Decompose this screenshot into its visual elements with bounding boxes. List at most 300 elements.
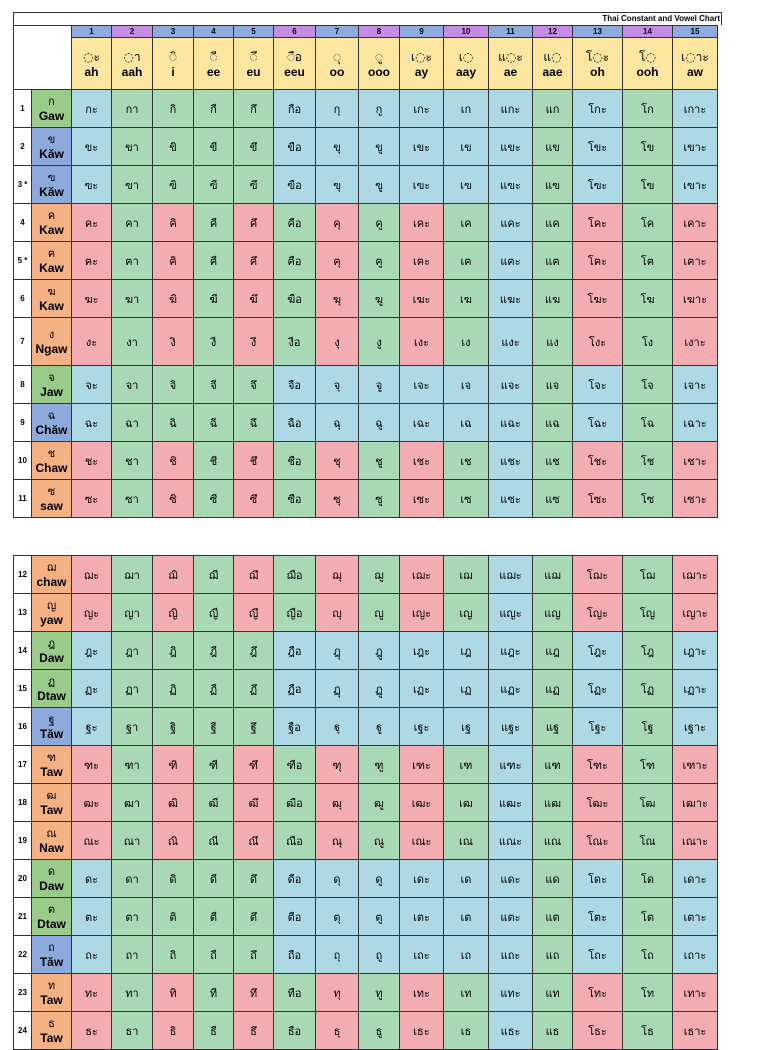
syllable-cell: ฅี <box>194 242 234 280</box>
syllable-cell: แฆะ <box>489 280 533 318</box>
syllable-cell: แธ <box>533 1012 573 1050</box>
consonant-name: yaw <box>40 612 63 627</box>
syllable-cell: ชือ <box>274 442 316 480</box>
column-number: 12 <box>533 26 573 38</box>
syllable-cell: ฆึ <box>234 280 274 318</box>
column-number: 2 <box>112 26 153 38</box>
syllable-cell: ธือ <box>274 1012 316 1050</box>
syllable-cell: จี <box>194 366 234 404</box>
column-number: 14 <box>623 26 673 38</box>
syllable-cell: เงะ <box>400 318 444 366</box>
syllable-cell: แฑ <box>533 746 573 784</box>
syllable-cell: ธะ <box>72 1012 112 1050</box>
consonant-header <box>32 480 72 518</box>
syllable-cell: แฑะ <box>489 746 533 784</box>
consonant-symbol: จ <box>48 370 55 384</box>
syllable-cell: เก <box>444 90 489 128</box>
syllable-cell: คี <box>194 204 234 242</box>
syllable-cell: ญู <box>359 594 400 632</box>
consonant-row <box>14 974 718 1012</box>
syllable-cell: เถะ <box>400 936 444 974</box>
syllable-cell: โธ <box>623 1012 673 1050</box>
syllable-cell: คือ <box>274 204 316 242</box>
consonant-symbol: ถ <box>48 940 55 954</box>
syllable-cell: ดือ <box>274 860 316 898</box>
syllable-cell: ฉิ <box>153 404 194 442</box>
syllable-cell: ฅา <box>112 242 153 280</box>
syllable-cell: งุ <box>316 318 359 366</box>
consonant-header <box>32 556 72 594</box>
syllable-cell: ฌึ <box>234 556 274 594</box>
syllable-cell: โซ <box>623 480 673 518</box>
syllable-cell: ฒู <box>359 784 400 822</box>
syllable-cell: โฅ <box>623 242 673 280</box>
syllable-cell: ฃุ <box>316 166 359 204</box>
syllable-cell: ฏือ <box>274 670 316 708</box>
syllable-cell: โข <box>623 128 673 166</box>
consonant-symbol: ฎ <box>47 636 56 650</box>
syllable-cell: ซือ <box>274 480 316 518</box>
syllable-cell: เถาะ <box>673 936 718 974</box>
syllable-cell: ฒิ <box>153 784 194 822</box>
syllable-cell: เญ <box>444 594 489 632</box>
consonant-row <box>14 746 718 784</box>
syllable-cell: แด <box>533 860 573 898</box>
consonant-header <box>32 242 72 280</box>
syllable-cell: ฅุ <box>316 242 359 280</box>
consonant-header <box>32 204 72 242</box>
vowel-symbol: ◌ู <box>375 49 383 64</box>
syllable-cell: โชะ <box>573 442 623 480</box>
syllable-cell: เฌะ <box>400 556 444 594</box>
syllable-cell: เฆะ <box>400 280 444 318</box>
syllable-cell: ฏะ <box>72 670 112 708</box>
syllable-cell: โฐะ <box>573 708 623 746</box>
syllable-cell: แฒะ <box>489 784 533 822</box>
syllable-cell: ชี <box>194 442 234 480</box>
consonant-header <box>32 280 72 318</box>
syllable-cell: ดิ <box>153 860 194 898</box>
syllable-cell: แตะ <box>489 898 533 936</box>
row-number: 1 <box>14 90 32 128</box>
syllable-cell: ขู <box>359 128 400 166</box>
syllable-cell: ฃี <box>194 166 234 204</box>
syllable-cell: คิ <box>153 204 194 242</box>
syllable-cell: โถ <box>623 936 673 974</box>
syllable-cell: ฎุ <box>316 632 359 670</box>
syllable-cell: แณ <box>533 822 573 860</box>
syllable-cell: ฌิ <box>153 556 194 594</box>
syllable-cell: ฏี <box>194 670 234 708</box>
syllable-cell: ฅู <box>359 242 400 280</box>
row-number: 9 <box>14 404 32 442</box>
syllable-cell: ณา <box>112 822 153 860</box>
syllable-cell: ฑู <box>359 746 400 784</box>
consonant-symbol: ฌ <box>46 560 57 574</box>
syllable-cell: เตาะ <box>673 898 718 936</box>
syllable-cell: ตะ <box>72 898 112 936</box>
consonant-row <box>14 860 718 898</box>
vowel-header <box>400 38 444 90</box>
row-number: 22 <box>14 936 32 974</box>
syllable-cell: ฉา <box>112 404 153 442</box>
consonant-symbol: ง <box>48 327 55 341</box>
consonant-symbol: ท <box>47 978 56 992</box>
consonant-row <box>14 936 718 974</box>
syllable-cell: คา <box>112 204 153 242</box>
syllable-cell: ตู <box>359 898 400 936</box>
consonant-name: Jaw <box>40 384 63 399</box>
syllable-cell: ชา <box>112 442 153 480</box>
syllable-cell: ฑึ <box>234 746 274 784</box>
syllable-cell: ฆือ <box>274 280 316 318</box>
syllable-cell: คู <box>359 204 400 242</box>
consonant-header <box>32 166 72 204</box>
syllable-cell: เตะ <box>400 898 444 936</box>
syllable-cell: แก <box>533 90 573 128</box>
syllable-cell: ฒุ <box>316 784 359 822</box>
syllable-cell: โซะ <box>573 480 623 518</box>
syllable-cell: กา <box>112 90 153 128</box>
syllable-cell: แถะ <box>489 936 533 974</box>
syllable-cell: โฐ <box>623 708 673 746</box>
syllable-cell: โญะ <box>573 594 623 632</box>
vowel-name: aw <box>686 64 703 79</box>
syllable-cell: เฐ <box>444 708 489 746</box>
syllable-cell: แดะ <box>489 860 533 898</box>
consonant-name: Tăw <box>39 954 64 969</box>
consonant-header <box>32 898 72 936</box>
vowel-header <box>533 38 573 90</box>
consonant-header <box>32 670 72 708</box>
vowel-name: ooh <box>636 64 659 79</box>
syllable-cell: ฆุ <box>316 280 359 318</box>
consonant-name: Chăw <box>35 422 68 437</box>
syllable-cell: แฉ <box>533 404 573 442</box>
row-number: 12 <box>14 556 32 594</box>
syllable-cell: แฐ <box>533 708 573 746</box>
syllable-cell: ถึ <box>234 936 274 974</box>
consonant-name: Taw <box>40 1030 63 1045</box>
syllable-cell: แธะ <box>489 1012 533 1050</box>
consonant-name: Kăw <box>39 146 64 161</box>
syllable-cell: โท <box>623 974 673 1012</box>
syllable-cell: ฑา <box>112 746 153 784</box>
syllable-cell: ฑะ <box>72 746 112 784</box>
consonant-symbol: ฐ <box>48 712 55 726</box>
syllable-cell: เดาะ <box>673 860 718 898</box>
syllable-cell: ตือ <box>274 898 316 936</box>
consonant-header <box>32 632 72 670</box>
syllable-cell: ตึ <box>234 898 274 936</box>
consonant-row <box>14 670 718 708</box>
syllable-cell: เธ <box>444 1012 489 1050</box>
syllable-cell: ขิ <box>153 128 194 166</box>
syllable-cell: แถ <box>533 936 573 974</box>
consonant-header <box>32 366 72 404</box>
syllable-cell: ชึ <box>234 442 274 480</box>
vowel-symbol: เ◌าะ <box>681 49 709 64</box>
corner-cell <box>14 26 72 90</box>
vowel-symbol: ◌า <box>123 49 141 64</box>
syllable-cell: ฌี <box>194 556 234 594</box>
syllable-cell: แค <box>533 204 573 242</box>
consonant-symbol: ก <box>48 94 55 108</box>
vowel-header <box>316 38 359 90</box>
syllable-cell: โฏะ <box>573 670 623 708</box>
consonant-header <box>32 974 72 1012</box>
vowel-name: ay <box>414 64 429 79</box>
syllable-cell: ฑี <box>194 746 234 784</box>
syllable-cell: เฎ <box>444 632 489 670</box>
syllable-cell: ทิ <box>153 974 194 1012</box>
syllable-cell: แคะ <box>489 204 533 242</box>
syllable-cell: ถิ <box>153 936 194 974</box>
syllable-cell: เฑ <box>444 746 489 784</box>
syllable-cell: ญือ <box>274 594 316 632</box>
syllable-cell: กู <box>359 90 400 128</box>
syllable-cell: ที <box>194 974 234 1012</box>
vowel-name: eu <box>246 64 261 79</box>
consonant-symbol: ธ <box>48 1016 55 1030</box>
vowel-symbol: ◌ะ <box>83 49 100 64</box>
syllable-cell: งี <box>194 318 234 366</box>
vowel-symbol: แ◌ <box>543 49 562 64</box>
column-number: 7 <box>316 26 359 38</box>
syllable-cell: ชะ <box>72 442 112 480</box>
syllable-cell: เชาะ <box>673 442 718 480</box>
column-number: 3 <box>153 26 194 38</box>
syllable-cell: โงะ <box>573 318 623 366</box>
syllable-cell: เช <box>444 442 489 480</box>
syllable-cell: โทะ <box>573 974 623 1012</box>
syllable-cell: แฉะ <box>489 404 533 442</box>
syllable-cell: ฎู <box>359 632 400 670</box>
column-number: 5 <box>234 26 274 38</box>
syllable-cell: ณะ <box>72 822 112 860</box>
syllable-cell: ญะ <box>72 594 112 632</box>
syllable-cell: เฉ <box>444 404 489 442</box>
consonant-name: Taw <box>40 992 63 1007</box>
syllable-cell: ฒะ <box>72 784 112 822</box>
syllable-cell: แกะ <box>489 90 533 128</box>
syllable-cell: เณ <box>444 822 489 860</box>
syllable-cell: ขี <box>194 128 234 166</box>
syllable-cell: งะ <box>72 318 112 366</box>
syllable-cell: เชะ <box>400 442 444 480</box>
syllable-cell: ณือ <box>274 822 316 860</box>
syllable-cell: ซิ <box>153 480 194 518</box>
vowel-name: aae <box>542 64 563 79</box>
syllable-cell: ฎา <box>112 632 153 670</box>
syllable-cell: ฐิ <box>153 708 194 746</box>
syllable-cell: ฃึ <box>234 166 274 204</box>
syllable-cell: ฑิ <box>153 746 194 784</box>
syllable-cell: แต <box>533 898 573 936</box>
consonant-symbol: ฅ <box>47 246 56 260</box>
syllable-cell: เฎาะ <box>673 632 718 670</box>
row-number: 15 <box>14 670 32 708</box>
vowel-symbol: เ◌ <box>458 49 474 64</box>
syllable-cell: แท <box>533 974 573 1012</box>
syllable-cell: เฑาะ <box>673 746 718 784</box>
syllable-cell: คะ <box>72 204 112 242</box>
syllable-cell: จึ <box>234 366 274 404</box>
syllable-cell: ฉะ <box>72 404 112 442</box>
consonant-name: Dtaw <box>37 916 66 931</box>
syllable-cell: ฅือ <box>274 242 316 280</box>
syllable-cell: ฌือ <box>274 556 316 594</box>
syllable-cell: ดึ <box>234 860 274 898</box>
syllable-cell: โตะ <box>573 898 623 936</box>
row-number: 21 <box>14 898 32 936</box>
syllable-cell: เฐาะ <box>673 708 718 746</box>
consonant-row <box>14 784 718 822</box>
syllable-cell: ธิ <box>153 1012 194 1050</box>
syllable-cell: ถือ <box>274 936 316 974</box>
syllable-cell: โฃะ <box>573 166 623 204</box>
syllable-cell: แซ <box>533 480 573 518</box>
vowel-symbol: ◌ึ <box>249 49 258 64</box>
syllable-cell: ดา <box>112 860 153 898</box>
syllable-cell: ฌะ <box>72 556 112 594</box>
vowel-symbol: ◌ุ <box>333 49 341 64</box>
syllable-cell: ฆา <box>112 280 153 318</box>
syllable-cell: เฃะ <box>400 166 444 204</box>
syllable-cell: ดี <box>194 860 234 898</box>
column-number: 15 <box>673 26 718 38</box>
syllable-cell: จือ <box>274 366 316 404</box>
syllable-cell: เฅ <box>444 242 489 280</box>
consonant-symbol: ช <box>47 446 56 460</box>
consonant-name: Tăw <box>39 726 64 741</box>
syllable-cell: โฃ <box>623 166 673 204</box>
consonant-symbol: ฑ <box>46 750 57 764</box>
syllable-cell: โฑะ <box>573 746 623 784</box>
syllable-cell: กิ <box>153 90 194 128</box>
syllable-cell: ฃา <box>112 166 153 204</box>
syllable-cell: เฒะ <box>400 784 444 822</box>
syllable-cell: ญิ <box>153 594 194 632</box>
column-number: 11 <box>489 26 533 38</box>
syllable-cell: ทา <box>112 974 153 1012</box>
syllable-cell: กือ <box>274 90 316 128</box>
syllable-cell: เงาะ <box>673 318 718 366</box>
syllable-cell: ฏึ <box>234 670 274 708</box>
consonant-symbol: ฉ <box>47 408 56 422</box>
syllable-cell: เกะ <box>400 90 444 128</box>
syllable-cell: กึ <box>234 90 274 128</box>
vowel-name: ah <box>84 64 99 79</box>
syllable-cell: ณุ <box>316 822 359 860</box>
vowel-symbol: โ◌ <box>639 49 656 64</box>
syllable-cell: เฒาะ <box>673 784 718 822</box>
syllable-cell: ฉุ <box>316 404 359 442</box>
consonant-row <box>14 1012 718 1050</box>
syllable-cell: ฉู <box>359 404 400 442</box>
vowel-name: aah <box>121 64 143 79</box>
row-number: 14 <box>14 632 32 670</box>
syllable-cell: เง <box>444 318 489 366</box>
consonant-symbol: ต <box>47 902 56 916</box>
consonant-symbol: ญ <box>46 598 57 612</box>
syllable-cell: โด <box>623 860 673 898</box>
vowel-header <box>623 38 673 90</box>
syllable-cell: โขะ <box>573 128 623 166</box>
consonant-name: chaw <box>36 574 67 589</box>
syllable-cell: ฅิ <box>153 242 194 280</box>
syllable-cell: ตา <box>112 898 153 936</box>
consonant-header <box>32 90 72 128</box>
vowel-symbol: แ◌ะ <box>498 49 523 64</box>
syllable-cell: แฒ <box>533 784 573 822</box>
consonant-symbol: ค <box>47 208 56 222</box>
syllable-cell: โธะ <box>573 1012 623 1050</box>
syllable-cell: เฃ <box>444 166 489 204</box>
consonant-row <box>14 318 718 366</box>
vowel-header <box>359 38 400 90</box>
consonant-row <box>14 594 718 632</box>
syllable-cell: ชุ <box>316 442 359 480</box>
syllable-cell: ขา <box>112 128 153 166</box>
syllable-cell: โฌ <box>623 556 673 594</box>
syllable-cell: ฅะ <box>72 242 112 280</box>
syllable-cell: โญ <box>623 594 673 632</box>
consonant-symbol: ณ <box>46 826 57 840</box>
consonant-header <box>32 936 72 974</box>
syllable-cell: ฒี <box>194 784 234 822</box>
syllable-cell: ฌา <box>112 556 153 594</box>
consonant-header <box>32 442 72 480</box>
consonant-header <box>32 318 72 366</box>
syllable-cell: แญะ <box>489 594 533 632</box>
syllable-cell: โดะ <box>573 860 623 898</box>
syllable-cell: ฐุ <box>316 708 359 746</box>
syllable-cell: โณะ <box>573 822 623 860</box>
consonant-symbol: ด <box>47 864 56 878</box>
syllable-cell: ฎึ <box>234 632 274 670</box>
syllable-cell: เทะ <box>400 974 444 1012</box>
row-number: 13 <box>14 594 32 632</box>
syllable-cell: ฏุ <box>316 670 359 708</box>
consonant-name: Kăw <box>39 184 64 199</box>
consonant-row <box>14 366 718 404</box>
syllable-cell: จุ <box>316 366 359 404</box>
syllable-cell: ติ <box>153 898 194 936</box>
syllable-cell: เฉาะ <box>673 404 718 442</box>
consonant-name: Chaw <box>35 460 68 475</box>
syllable-cell: เค <box>444 204 489 242</box>
syllable-cell: ชิ <box>153 442 194 480</box>
consonant-name: saw <box>40 498 63 513</box>
syllable-cell: จิ <box>153 366 194 404</box>
syllable-cell: เซะ <box>400 480 444 518</box>
syllable-cell: ฆะ <box>72 280 112 318</box>
syllable-cell: ฑุ <box>316 746 359 784</box>
syllable-cell: ญา <box>112 594 153 632</box>
syllable-cell: ถี <box>194 936 234 974</box>
column-number: 4 <box>194 26 234 38</box>
vowel-name: ooo <box>368 64 390 79</box>
row-number: 4 <box>14 204 32 242</box>
consonant-header <box>32 860 72 898</box>
chart-title: Thai Constant and Vowel Chart <box>13 12 722 25</box>
syllable-cell: ขุ <box>316 128 359 166</box>
syllable-cell: ฎิ <box>153 632 194 670</box>
syllable-cell: ซะ <box>72 480 112 518</box>
syllable-cell: เฅาะ <box>673 242 718 280</box>
syllable-cell: กี <box>194 90 234 128</box>
